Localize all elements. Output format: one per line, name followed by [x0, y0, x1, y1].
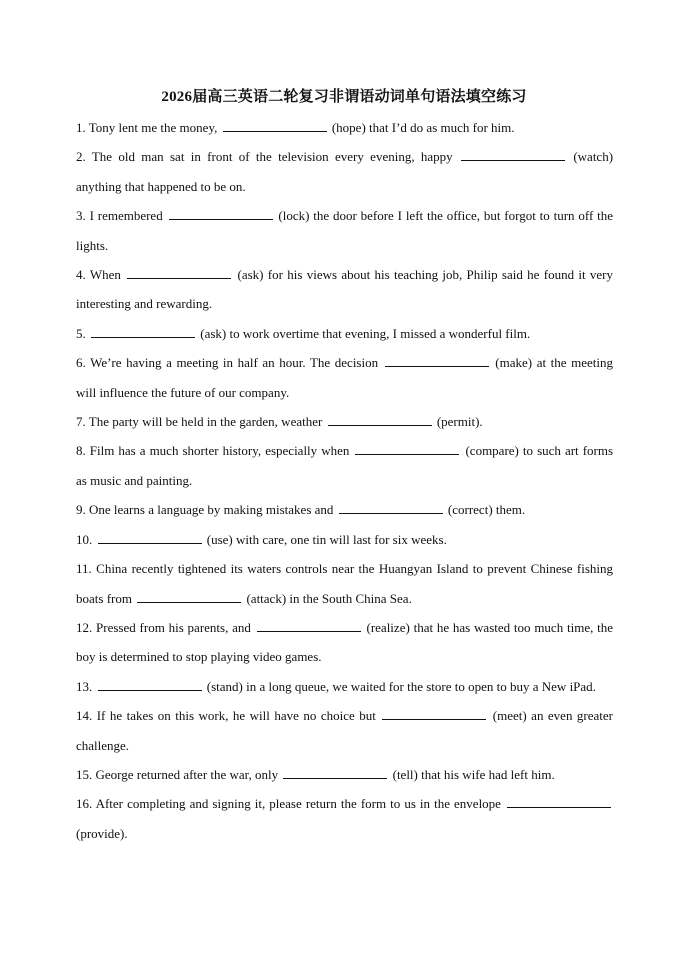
question-text-before: 15. George returned after the war, only: [76, 766, 279, 782]
answer-blank: [507, 795, 611, 808]
question-item: [76, 436, 613, 495]
question-item: [76, 348, 613, 407]
question-text-after: (attack) in the South China Sea.: [246, 590, 412, 606]
answer-blank: [127, 266, 231, 279]
question-text-before: 16. After completing and signing it, please return the form to us in the envelope: [76, 796, 501, 812]
question-text-after: (lock) the door before I left the office, but forgot to turn off the lights.: [76, 208, 614, 253]
answer-blank: [169, 207, 273, 220]
question-text-after: (compare) to such art forms as music and painting.: [76, 443, 614, 488]
answer-blank: [223, 119, 327, 132]
question-text-after: (tell) that his wife had left him.: [392, 766, 555, 782]
question-text-before: 10.: [76, 531, 93, 547]
answer-blank: [98, 531, 202, 544]
question-text-after: (meet) an even greater challenge.: [76, 708, 613, 753]
question-item: [76, 142, 613, 201]
question-item: [76, 495, 613, 524]
question-item: [76, 319, 613, 348]
question-text-before: 4. When: [76, 267, 121, 283]
answer-blank: [328, 413, 432, 426]
question-text-after: (watch) anything that happened to be on.: [76, 149, 614, 194]
question-text-before: 2. The old man sat in front of the television every evening, happy: [76, 149, 453, 165]
question-text-before: 8. Film has a much shorter history, especially when: [76, 443, 350, 459]
question-text-after: (stand) in a long queue, we waited for the store to open to buy a New iPad.: [206, 678, 596, 694]
answer-blank: [339, 501, 443, 514]
answer-blank: [385, 354, 489, 367]
question-item: [76, 672, 613, 701]
question-item: [76, 789, 613, 848]
question-text-before: 7. The party will be held in the garden, weather: [76, 414, 323, 430]
question-item: [76, 525, 613, 554]
answer-blank: [355, 442, 459, 455]
question-text-after: (make) at the meeting will influence the future of our company.: [76, 355, 614, 400]
question-text-before: 5.: [76, 325, 86, 341]
question-text-after: (correct) them.: [447, 502, 526, 518]
question-list: [76, 113, 613, 848]
answer-blank: [382, 707, 486, 720]
question-text-after: (hope) that I’d do as much for him.: [331, 120, 515, 135]
question-text-after: (provide).: [76, 825, 128, 841]
question-item: [76, 201, 613, 260]
question-item: [76, 407, 613, 436]
question-text-before: 13.: [76, 678, 93, 694]
answer-blank: [91, 325, 195, 338]
question-item: [76, 260, 613, 319]
answer-blank: [137, 590, 241, 603]
question-text-after: (use) with care, one tin will last for six weeks.: [206, 531, 447, 547]
question-item: [76, 760, 613, 789]
question-text-after: (realize) that he has wasted too much time, the boy is determined to stop playing video games.: [76, 619, 614, 665]
question-text-before: 11. China recently tightened its waters controls near the Huangyan Island to prevent Chinese fishing boats from: [76, 561, 613, 606]
question-text-before: 9. One learns a language by making mistakes and: [76, 502, 334, 518]
question-text-before: 6. We’re having a meeting in half an hour. The decision: [76, 355, 379, 371]
question-text-before: 1. Tony lent me the money,: [76, 120, 218, 135]
question-item: [76, 701, 613, 760]
question-text-after: (permit).: [436, 414, 483, 430]
answer-blank: [257, 619, 361, 632]
question-item: [76, 113, 613, 142]
answer-blank: [98, 678, 202, 691]
question-text-after: (ask) to work overtime that evening, I missed a wonderful film.: [200, 325, 531, 341]
answer-blank: [283, 766, 387, 779]
question-text-after: (ask) for his views about his teaching job, Philip said he found it very interesting and rewarding.: [76, 267, 614, 312]
question-text-before: 12. Pressed from his parents, and: [76, 619, 251, 635]
answer-blank: [461, 148, 565, 161]
question-item: [76, 554, 613, 613]
question-text-before: 14. If he takes on this work, he will have no choice but: [76, 708, 376, 724]
page-title: 2026届高三英语二轮复习非谓语动词单句语法填空练习: [161, 89, 527, 105]
question-text-before: 3. I remembered: [76, 208, 163, 224]
question-item: [76, 613, 613, 672]
